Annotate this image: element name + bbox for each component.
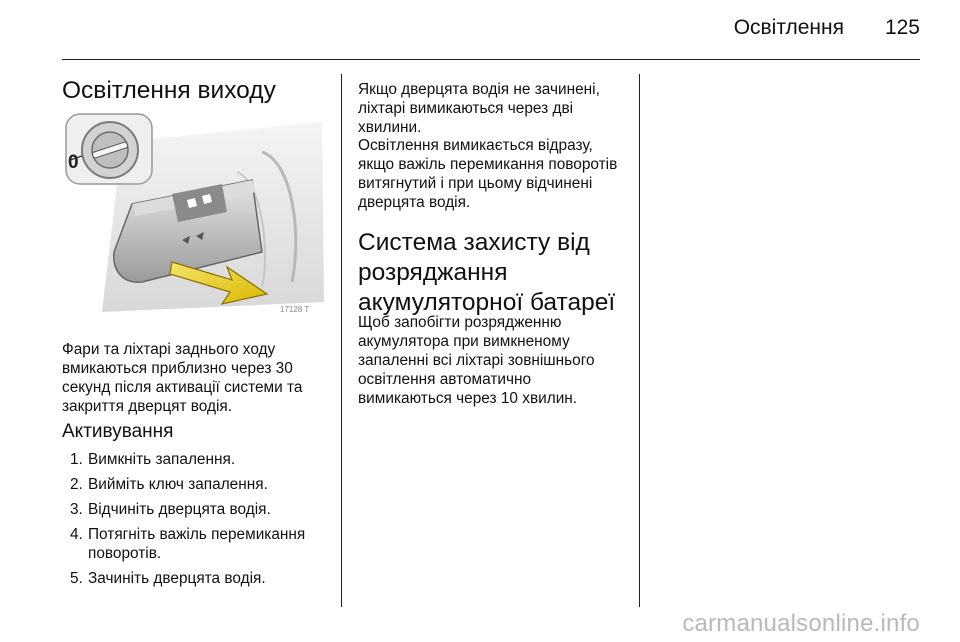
subsection-title-activation: Активування bbox=[62, 421, 174, 442]
step-number: 4. bbox=[70, 526, 83, 543]
door-open-paragraph: Якщо дверцята водія не зачинені, ліхтарі вимикаються через дві хвилини. bbox=[358, 81, 600, 136]
step-number: 1. bbox=[70, 451, 83, 468]
header-title: Освітлення bbox=[733, 16, 844, 39]
list-item bbox=[62, 525, 332, 563]
header-rule bbox=[62, 59, 920, 60]
step-text: Вийміть ключ запалення. bbox=[88, 476, 268, 493]
activation-steps-list bbox=[62, 450, 332, 594]
list-item bbox=[62, 475, 332, 494]
exit-lighting-description: Фари та ліхтарі заднього ходу вмикаються приблизно через 30 секунд після активації системи та закриття дверцят водія. bbox=[62, 341, 303, 415]
column-divider bbox=[341, 74, 342, 607]
step-text: Зачиніть дверцята водія. bbox=[88, 570, 266, 587]
step-text: Відчиніть дверцята водія. bbox=[88, 501, 271, 518]
figure-code: 17128 T bbox=[280, 305, 310, 314]
watermark: carmanualsonline.info bbox=[682, 610, 920, 637]
lever-illustration bbox=[62, 112, 332, 322]
step-number: 2. bbox=[70, 476, 83, 493]
section-title-battery-protection: Система захисту від розряджання акумуляторної батареї bbox=[358, 229, 616, 316]
lever-illustration-svg bbox=[62, 112, 332, 322]
battery-protection-paragraph: Щоб запобігти розрядженню акумулятора при вимкненому запаленні всі ліхтарі зовнішнього освітлення автоматично вимикаються через 10 хвилин. bbox=[358, 314, 595, 407]
immediate-off-paragraph: Освітлення вимикається відразу, якщо важіль перемикання поворотів витягнутий і при цьому відчинені дверцята водія. bbox=[358, 137, 618, 211]
section-title-exit-lighting: Освітлення виходу bbox=[62, 77, 276, 104]
list-item bbox=[62, 450, 332, 469]
ignition-lock bbox=[66, 114, 152, 184]
step-text: Вимкніть запалення. bbox=[88, 451, 236, 468]
step-number: 3. bbox=[70, 501, 83, 518]
position-zero-label: 0 bbox=[68, 152, 79, 173]
list-item bbox=[62, 500, 332, 519]
list-item bbox=[62, 569, 332, 588]
page-number: 125 bbox=[884, 16, 920, 39]
step-number: 5. bbox=[70, 570, 83, 587]
step-text: Потягніть важіль перемикання поворотів. bbox=[88, 526, 306, 562]
column-divider bbox=[639, 74, 640, 607]
